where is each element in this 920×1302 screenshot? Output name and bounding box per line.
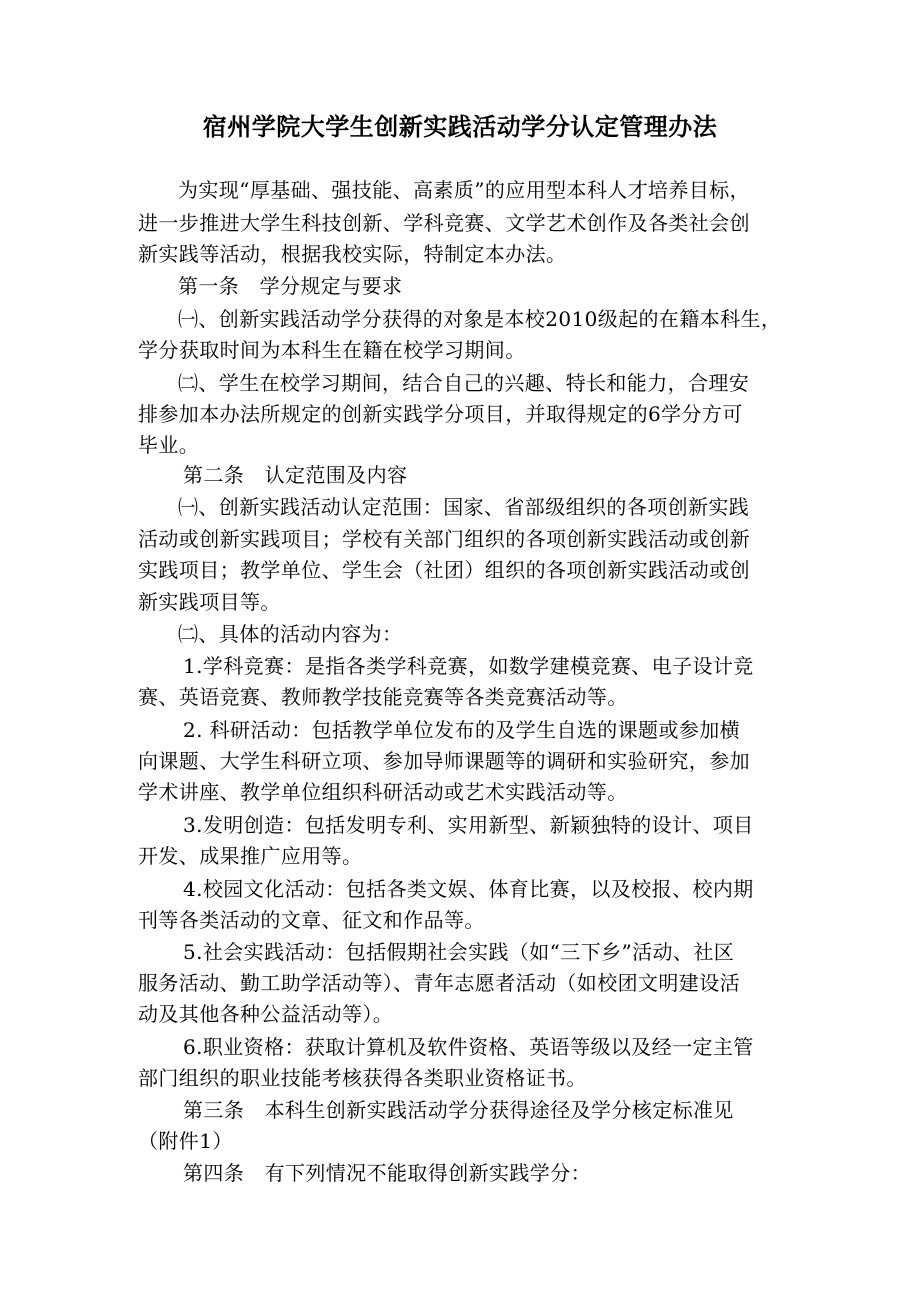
text-line: ㈠、创新实践活动学分获得的对象是本校2010级起的在籍本科生，: [178, 307, 782, 331]
text-line: 2. 科研活动：包括教学单位发布的及学生自选的课题或参加横: [183, 718, 741, 742]
text-line: 赛、英语竞赛、教师教学技能竞赛等各类竞赛活动等。: [138, 685, 628, 709]
text-line: （附件1）: [138, 1129, 233, 1153]
text-line: 新实践项目等。: [138, 590, 281, 614]
text-line: 为实现“厚基础、强技能、高素质”的应用型本科人才培养目标，: [178, 178, 751, 202]
text-line: 排参加本办法所规定的创新实践学分项目，并取得规定的6学分方可: [138, 402, 743, 426]
text-line: 4.校园文化活动：包括各类文娱、体育比赛，以及校报、校内期: [183, 877, 754, 901]
article-heading: 第二条 认定范围及内容: [183, 463, 408, 487]
text-line: ㈡、学生在校学习期间，结合自己的兴趣、特长和能力，合理安: [178, 371, 750, 395]
text-line: 新实践等活动，根据我校实际，特制定本办法。: [138, 242, 567, 266]
text-line: 开发、成果推广应用等。: [138, 844, 363, 868]
text-line: 活动或创新实践项目；学校有关部门组织的各项创新实践活动或创新: [138, 527, 750, 551]
text-line: 学分获取时间为本科生在籍在校学习期间。: [138, 338, 526, 362]
text-line: 进一步推进大学生科技创新、学科竞赛、文学艺术创作及各类社会创: [138, 211, 750, 235]
text-line: 学术讲座、教学单位组织科研活动或艺术实践活动等。: [138, 780, 628, 804]
text-line: 3.发明创造：包括发明专利、实用新型、新颖独特的设计、项目: [183, 813, 754, 837]
text-line: 1.学科竞赛：是指各类学科竞赛，如数学建模竞赛、电子设计竞: [183, 654, 754, 678]
text-line: 向课题、大学生科研立项、参加导师课题等的调研和实验研究，参加: [138, 749, 750, 773]
text-line: 服务活动、勤工助学活动等）、青年志愿者活动（如校团文明建设活: [138, 971, 740, 995]
text-line: ㈡、具体的活动内容为：: [178, 622, 403, 646]
article-heading: 第四条 有下列情况不能取得创新实践学分：: [183, 1161, 591, 1185]
text-line: 部门组织的职业技能考核获得各类职业资格证书。: [138, 1066, 587, 1090]
text-line: ㈠、创新实践活动认定范围：国家、省部级组织的各项创新实践: [178, 495, 750, 519]
article-heading: 第三条 本科生创新实践活动学分获得途径及学分核定标准见: [183, 1098, 734, 1122]
text-line: 毕业。: [138, 433, 200, 457]
text-line: 刊等各类活动的文章、征文和作品等。: [138, 908, 485, 932]
article-heading: 第一条 学分规定与要求: [178, 274, 403, 298]
text-line: 5.社会实践活动：包括假期社会实践（如“三下乡”活动、社区: [183, 940, 735, 964]
text-line: 实践项目；教学单位、学生会（社团）组织的各项创新实践活动或创: [138, 558, 750, 582]
text-line: 6.职业资格：获取计算机及软件资格、英语等级以及经一定主管: [183, 1035, 754, 1059]
text-line: 动及其他各种公益活动等）。: [138, 1002, 394, 1026]
document-title: 宿州学院大学生创新实践活动学分认定管理办法: [202, 112, 718, 141]
